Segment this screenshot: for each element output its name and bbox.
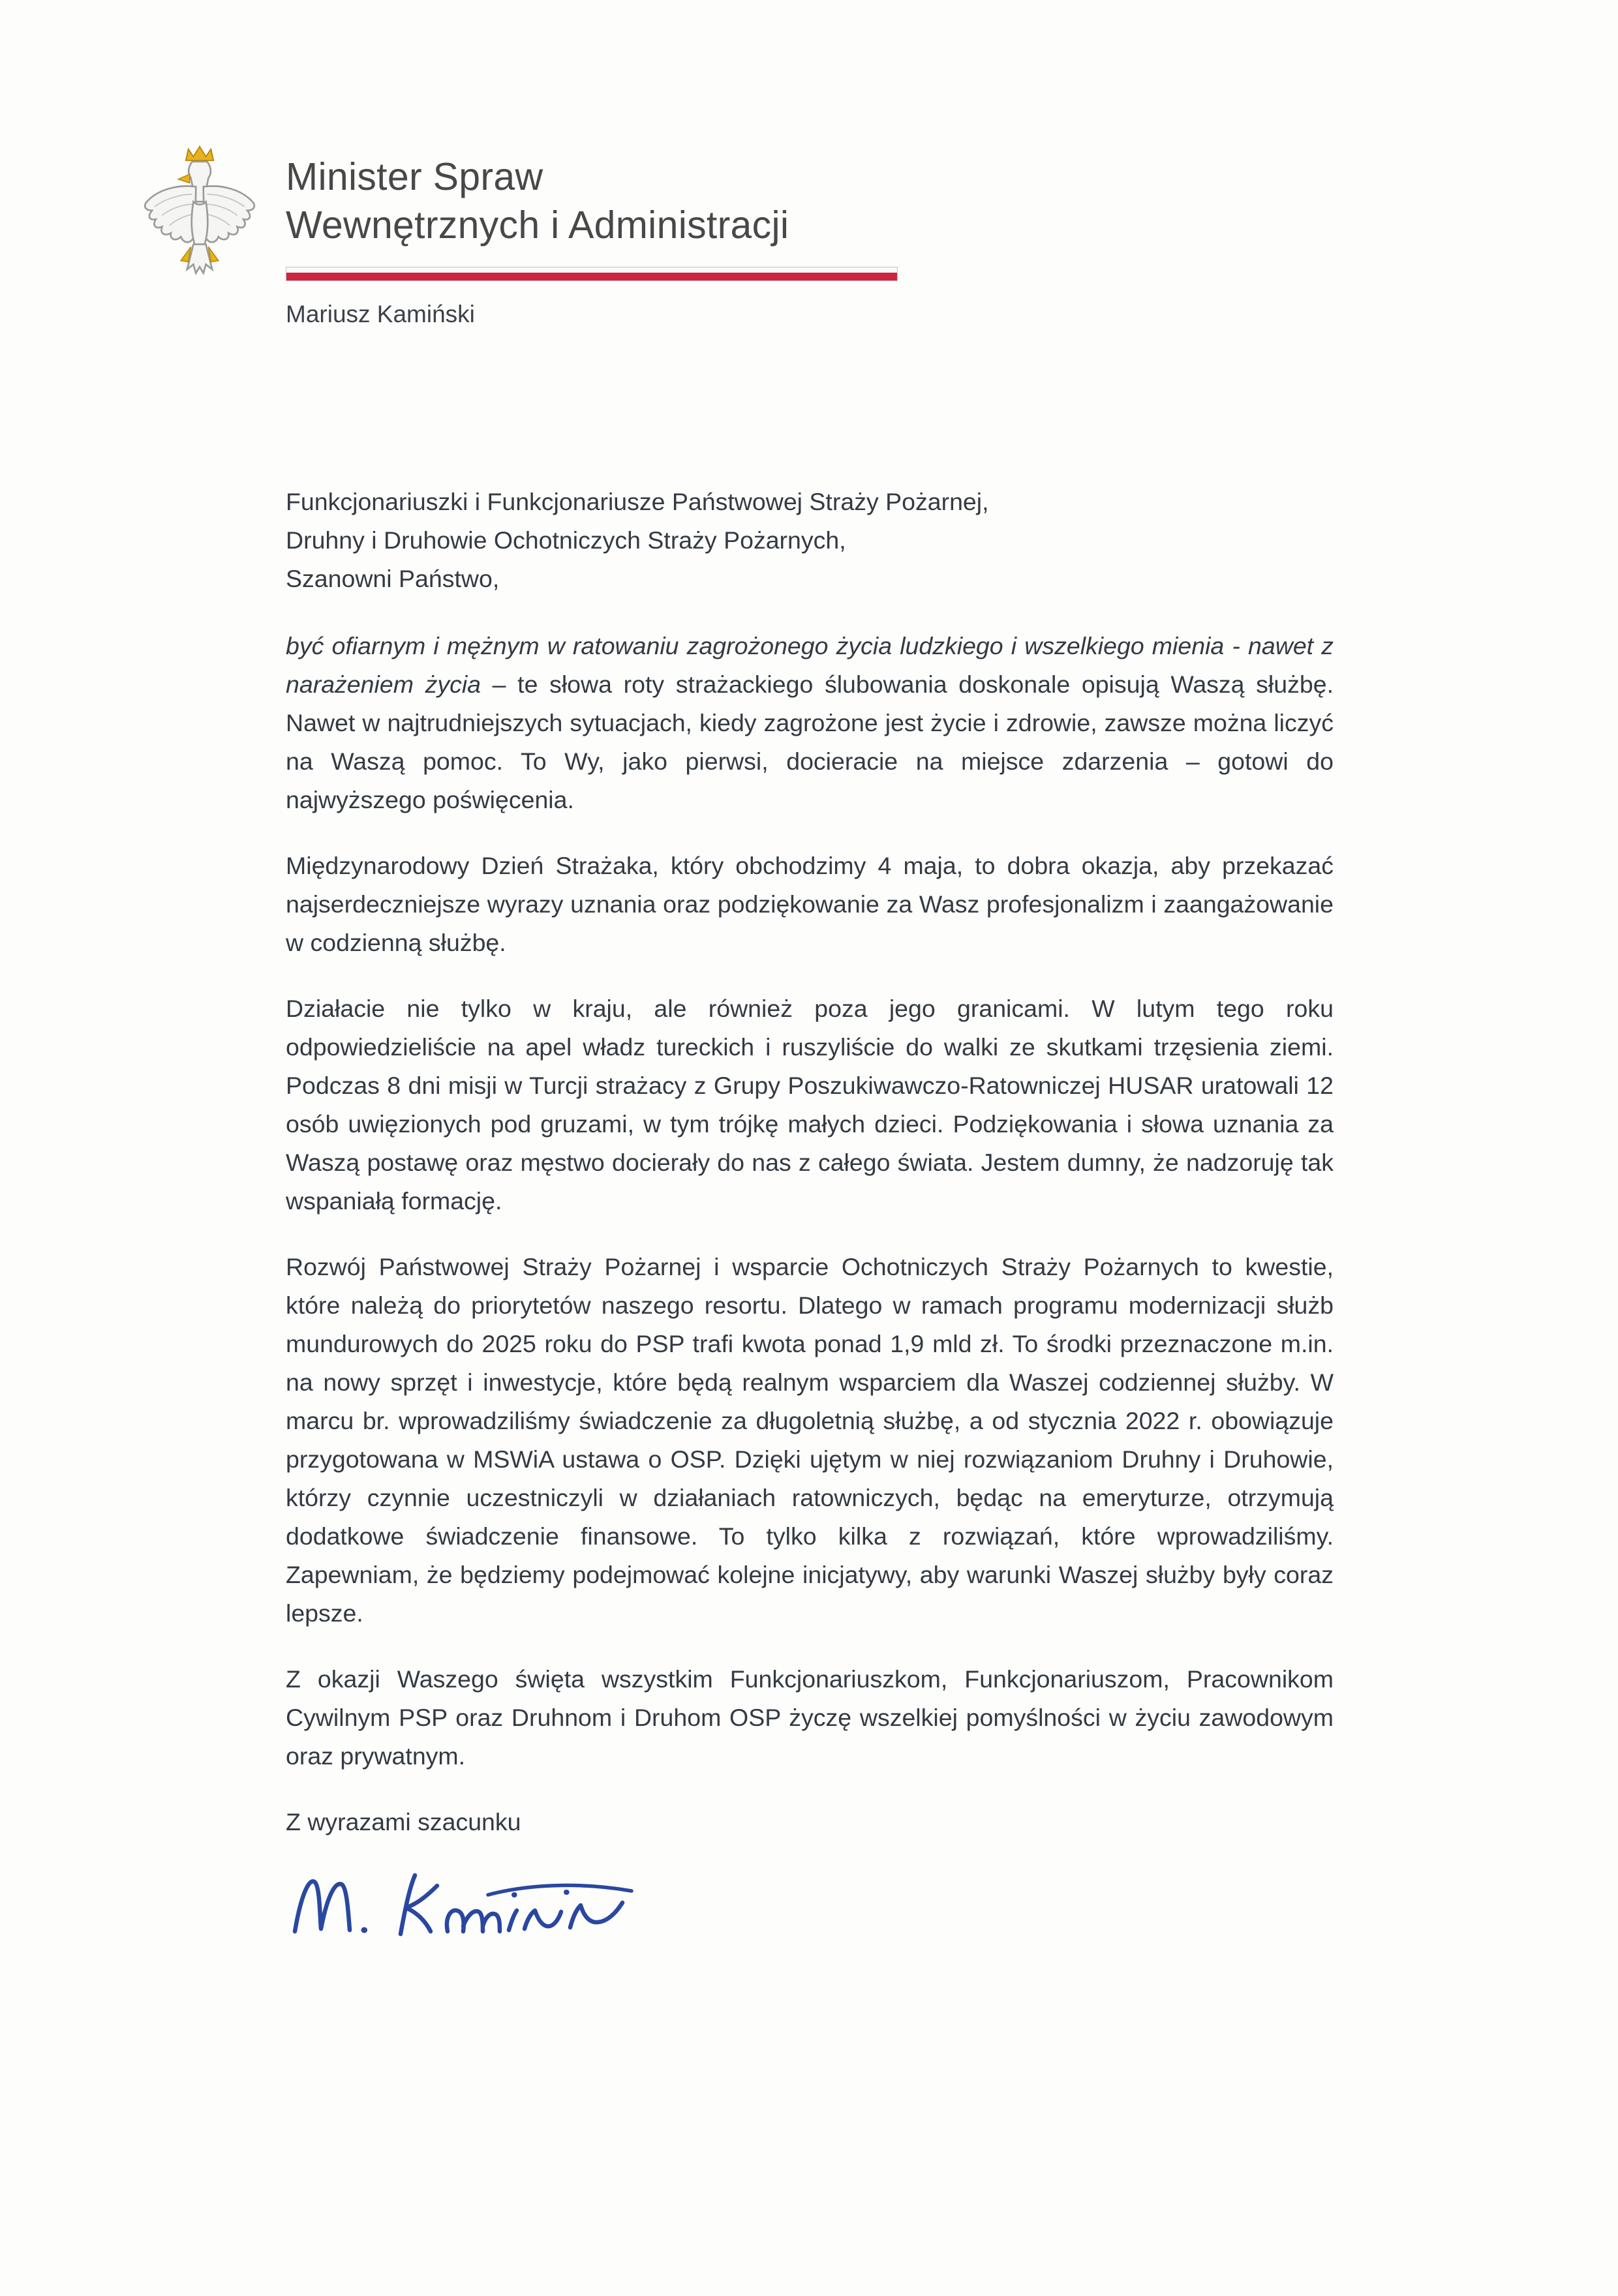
paragraph-1	[286, 627, 1334, 819]
paragraph-1-rest: – te słowa roty strażackiego ślubowania doskonale opisują Waszą służbę. Nawet w najtrudniejszych sytuacjach, kiedy zagrożone jest życie i zdrowie, zawsze można liczyć na Waszą pomoc. To Wy, jako pierwsi, docieracie na miejsce zdarzenia – gotowi do najwyższego poświęcenia.	[286, 671, 1334, 813]
letter-body	[286, 483, 1334, 1950]
salutation-line-2: Druhny i Druhowie Ochotniczych Straży Pożarnych,	[286, 526, 846, 554]
letterhead-text-block	[286, 142, 898, 328]
sender-name: Mariusz Kamiński	[286, 300, 475, 327]
handwritten-signature	[286, 1858, 651, 1950]
polish-eagle-emblem-icon	[137, 142, 262, 301]
paragraph-2: Międzynarodowy Dzień Strażaka, który obchodzimy 4 maja, to dobra okazja, aby przekazać najserdeczniejsze wyrazy uznania oraz podziękowanie za Wasz profesjonalizm i zaangażowanie w codzienną służbę.	[286, 852, 1334, 956]
paragraph-5: Z okazji Waszego święta wszystkim Funkcjonariuszkom, Funkcjonariuszom, Pracownikom Cywilnym PSP oraz Druhnom i Druhom OSP życzę wszelkiej pomyślności w życiu zawodowym oraz prywatnym.	[286, 1665, 1334, 1770]
paragraph-1-oath-quote: być ofiarnym i mężnym w ratowaniu zagrożonego życia ludzkiego i wszelkiego mienia - nawet z narażeniem życia	[286, 632, 1334, 698]
ministry-title	[286, 153, 898, 250]
paragraph-4: Rozwój Państwowej Straży Pożarnej i wsparcie Ochotniczych Straży Pożarnych to kwestie, które należą do priorytetów naszego resortu. Dlatego w ramach programu modernizacji służb mundurowych do 2025 roku do PSP trafi kwota ponad 1,9 mld zł. To środki przeznaczone m.in. na nowy sprzęt i inwestycje, które będą realnym wsparciem dla Waszej codziennej służby. W marcu br. wprowadziliśmy świadczenie za długoletnią służbę, a od stycznia 2022 r. obowiązuje przygotowana w MSWiA ustawa o OSP. Dzięki ujętym w niej rozwiązaniom Druhny i Druhowie, którzy czynnie uczestniczyli w działaniach ratowniczych, będąc na emeryturze, otrzymują dodatkowe świadczenie finansowe. To tylko kilka z rozwiązań, które wprowadziliśmy. Zapewniam, że będziemy podejmować kolejne inicjatywy, aby warunki Waszej służby były coraz lepsze.	[286, 1253, 1334, 1627]
salutation	[286, 483, 1334, 598]
flag-bar-divider	[286, 267, 898, 281]
salutation-line-1: Funkcjonariuszki i Funkcjonariusze Państwowej Straży Pożarnej,	[286, 488, 989, 515]
closing-farewell: Z wyrazami szacunku	[286, 1808, 521, 1835]
salutation-line-3: Szanowni Państwo,	[286, 565, 500, 592]
ministry-title-line1: Minister Spraw	[286, 155, 543, 198]
flag-red-stripe	[286, 273, 897, 280]
ministry-title-line2: Wewnętrznych i Administracji	[286, 204, 789, 247]
paragraph-3: Działacie nie tylko w kraju, ale również poza jego granicami. W lutym tego roku odpowiedzieliście na apel władz tureckich i ruszyliście do walki ze skutkami trzęsienia ziemi. Podczas 8 dni misji w Turcji strażacy z Grupy Poszukiwawczo-Ratowniczej HUSAR uratowali 12 osób uwięzionych pod gruzami, w tym trójkę małych dzieci. Podziękowania i słowa uznania za Waszą postawę oraz męstwo docierały do nas z całego świata. Jestem dumny, że nadzoruję tak wspaniałą formację.	[286, 995, 1334, 1215]
letterhead	[137, 142, 898, 328]
flag-white-stripe	[286, 267, 897, 273]
